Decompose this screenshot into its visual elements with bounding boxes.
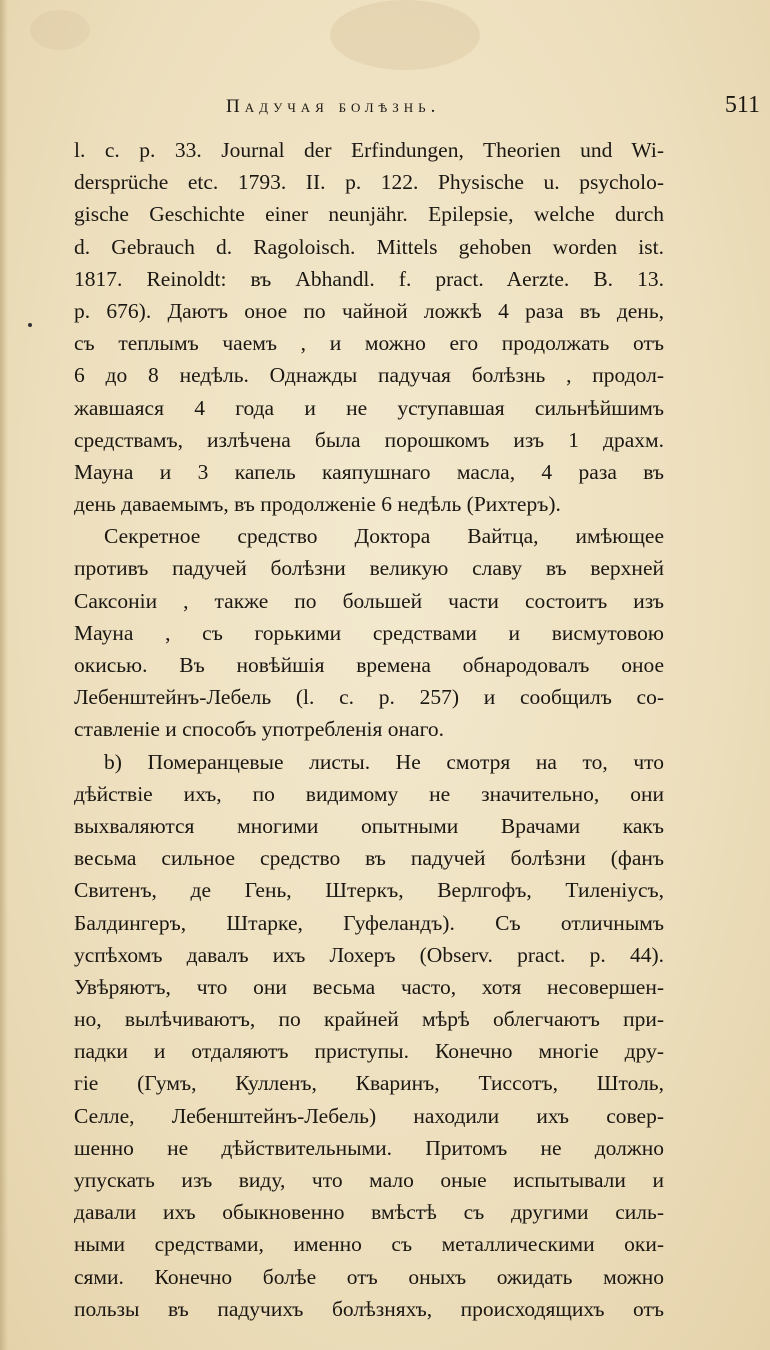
margin-mark [28, 323, 32, 327]
text-line: b) Померанцевые листы. Не смотря на то, что [104, 749, 664, 774]
text-line: успѣхомъ давалъ ихъ Лохеръ (Observ. pract. p. 44). [74, 942, 664, 967]
text-line: ными средствами, именно съ металлическими оки- [74, 1232, 664, 1257]
text-line: gische Geschichte einer neunjähr. Epilepsie, welche durch [74, 202, 664, 227]
text-line: жавшаяся 4 года и не уступавшая сильнѣйшимъ [74, 395, 664, 420]
text-line: противъ падучей болѣзни великую славу въ верхней [74, 556, 664, 581]
text-line: окисью. Въ новѣйшія времена обнародовалъ оное [74, 653, 664, 677]
text-line: d. Gebrauch d. Ragoloisch. Mittels gehoben worden ist. [74, 234, 664, 259]
text-line: Лебенштейнъ-Лебель (l. c. p. 257) и сообщилъ со- [74, 685, 664, 710]
text-line: выхваляются многими опытными Врачами какъ [74, 813, 664, 838]
paper-stain [30, 10, 90, 50]
text-line: Свитенъ, де Гень, Штеркъ, Верлгофъ, Тиленіусъ, [74, 878, 664, 903]
paper-stain [330, 0, 480, 70]
text-line: Увѣряютъ, что они весьма часто, хотя несовершен- [74, 974, 664, 999]
text-line: весьма сильное средство въ падучей болѣзни (фанъ [74, 846, 664, 871]
text-line: падки и отдаляютъ приступы. Конечно многіе дру- [74, 1039, 664, 1064]
text-line: гіе (Гумъ, Кулленъ, Кваринъ, Тиссотъ, Штоль, [74, 1071, 664, 1096]
text-line: 6 до 8 недѣль. Однажды падучая болѣзнь , продол- [74, 363, 664, 388]
text-line: но, вылѣчиваютъ, по крайней мѣрѣ облегчаютъ при- [74, 1007, 664, 1032]
text-line: средствамъ, излѣчена была порошкомъ изъ 1 драхм. [74, 427, 664, 452]
body-text [74, 134, 664, 1325]
text-line: сями. Конечно болѣе отъ оныхъ ожидать можно [74, 1264, 664, 1289]
text-line: Мауна , съ горькими средствами и висмутовою [74, 620, 664, 645]
running-title: Падучая болѣзнь. [226, 96, 441, 117]
text-line: Балдингеръ, Штарке, Гуфеландъ). Съ отличнымъ [74, 910, 664, 935]
page-number: 511 [724, 92, 760, 118]
text-line: упускать изъ виду, что мало оные испытывали и [74, 1168, 664, 1192]
text-line: съ теплымъ чаемъ , и можно его продолжать отъ [74, 331, 664, 356]
text-line: ставленіе и способъ употребленія онаго. [74, 717, 444, 742]
text-line: p. 676). Даютъ оное по чайной ложкѣ 4 раза въ день, [74, 298, 664, 323]
text-line: Мауна и 3 капель каяпушнаго масла, 4 раза въ [74, 459, 664, 484]
text-line: пользы въ падучихъ болѣзняхъ, происходящихъ отъ [74, 1296, 664, 1321]
text-line: l. c. p. 33. Journal der Erfindungen, Theorien und Wi- [74, 138, 664, 162]
page-edge-shadow [0, 0, 8, 1350]
text-line: Секретное средство Доктора Вайтца, имѣющее [104, 524, 664, 549]
text-line: Саксоніи , также по большей части состоитъ изъ [74, 588, 664, 613]
text-line: шенно не дѣйствительными. Притомъ не должно [74, 1135, 664, 1160]
text-line: Селле, Лебенштейнъ-Лебель) находили ихъ совер- [74, 1103, 664, 1128]
text-line: 1817. Reinoldt: въ Abhandl. f. pract. Aerzte. B. 13. [74, 266, 664, 291]
page-header [70, 90, 760, 130]
text-line: dersprüche etc. 1793. II. p. 122. Physische u. psycholo- [74, 170, 664, 195]
text-line: день даваемымъ, въ продолженіе 6 недѣль (Рихтеръ). [74, 492, 561, 517]
text-line: дѣйствіе ихъ, по видимому не значительно, они [74, 781, 664, 806]
text-line: давали ихъ обыкновенно вмѣстѣ съ другими силь- [74, 1200, 664, 1225]
